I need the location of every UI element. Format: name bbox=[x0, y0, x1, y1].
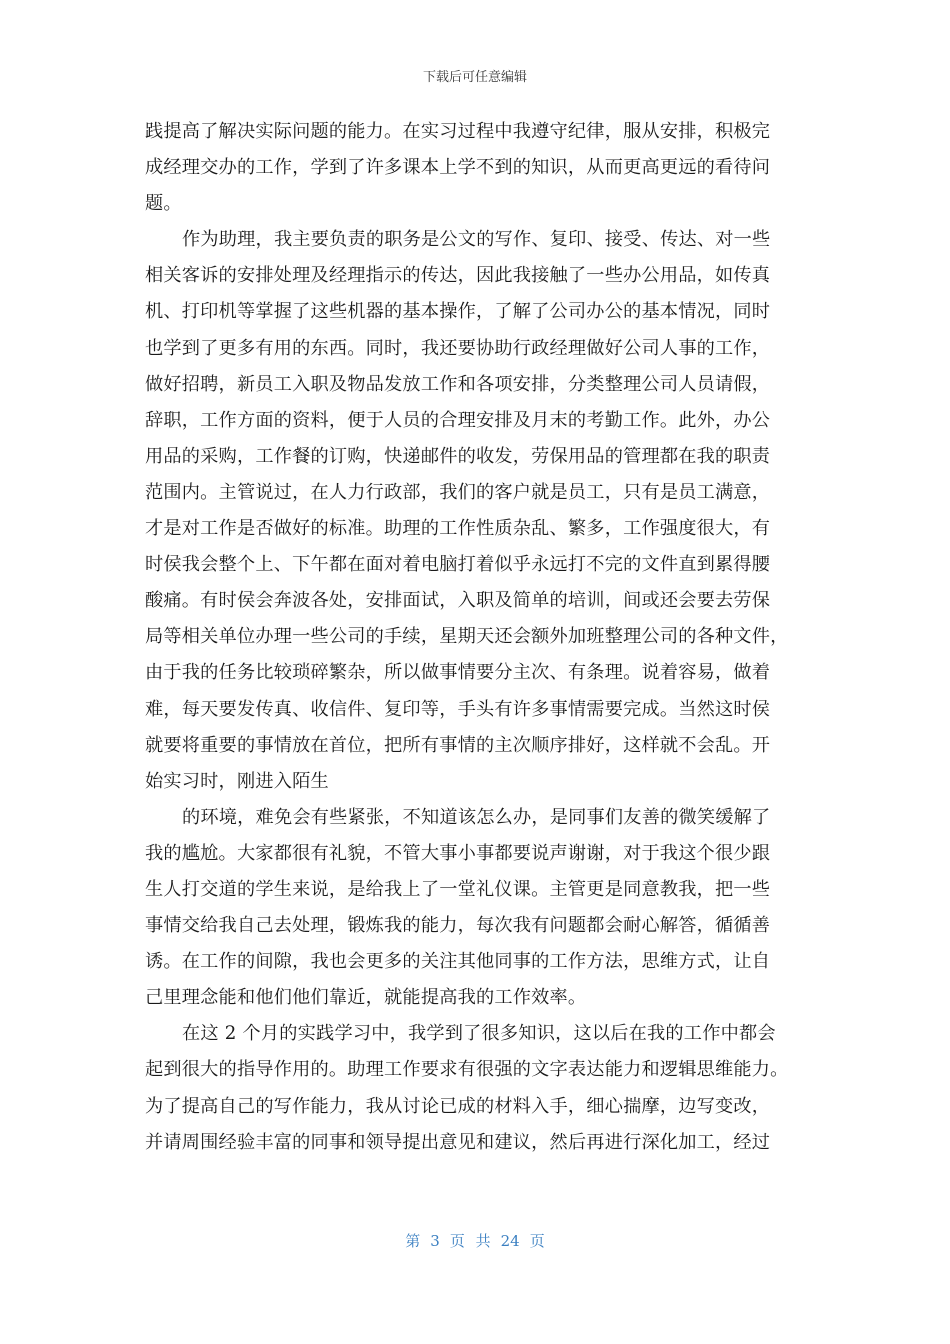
text-line: 辞职，工作方面的资料，便于人员的合理安排及月末的考勤工作。此外，办公 bbox=[145, 409, 771, 431]
paragraph-start-line: 的环境，难免会有些紧张，不知道该怎么办，是同事们友善的微笑缓解了 bbox=[182, 806, 771, 828]
page-number-middle: 页 共 bbox=[449, 1232, 491, 1250]
total-page-count: 24 bbox=[500, 1232, 520, 1250]
text-line: 并请周围经验丰富的同事和领导提出意见和建议，然后再进行深化加工，经过 bbox=[145, 1131, 771, 1153]
text-line: 为了提高自己的写作能力，我从讨论已成的材料入手，细心揣摩，边写变改， bbox=[145, 1095, 771, 1117]
text-line: 机、打印机等掌握了这些机器的基本操作，了解了公司办公的基本情况，同时 bbox=[145, 301, 771, 323]
text-line: 也学到了更多有用的东西。同时，我还要协助行政经理做好公司人事的工作， bbox=[145, 337, 771, 359]
text-line: 诱。在工作的间隙，我也会更多的关注其他同事的工作方法，思维方式，让自 bbox=[145, 951, 771, 973]
page-number-suffix: 页 bbox=[529, 1232, 545, 1250]
text-line: 题。 bbox=[145, 193, 182, 215]
text-line: 起到很大的指导作用的。助理工作要求有很强的文字表达能力和逻辑思维能力。 bbox=[145, 1059, 789, 1081]
text-line: 才是对工作是否做好的标准。助理的工作性质杂乱、繁多，工作强度很大，有 bbox=[145, 518, 771, 540]
text-line: 践提高了解决实际问题的能力。在实习过程中我遵守纪律，服从安排，积极完 bbox=[145, 121, 771, 142]
page-number-prefix: 第 bbox=[405, 1232, 421, 1250]
text-line: 时侯我会整个上、下午都在面对着电脑打着似乎永远打不完的文件直到累得腰 bbox=[145, 554, 771, 576]
text-line: 事情交给我自己去处理，锻炼我的能力，每次我有问题都会耐心解答，循循善 bbox=[145, 915, 771, 937]
text-line: 始实习时，刚进入陌生 bbox=[145, 770, 329, 792]
document-body bbox=[145, 114, 809, 1161]
text-line: 难，每天要发传真、收信件、复印等，手头有许多事情需要完成。当然这时侯 bbox=[145, 698, 771, 720]
current-page-number: 3 bbox=[430, 1232, 440, 1250]
paragraph-start-line: 在这 2 个月的实践学习中，我学到了很多知识，这以后在我的工作中都会 bbox=[182, 1023, 776, 1045]
text-line: 由于我的任务比较琐碎繁杂，所以做事情要分主次、有条理。说着容易，做着 bbox=[145, 662, 771, 684]
text-line: 就要将重要的事情放在首位，把所有事情的主次顺序排好，这样就不会乱。开 bbox=[145, 734, 771, 756]
text-line: 酸痛。有时侯会奔波各处，安排面试，入职及简单的培训，间或还会要去劳保 bbox=[145, 590, 771, 612]
text-line: 成经理交办的工作，学到了许多课本上学不到的知识，从而更高更远的看待问 bbox=[145, 157, 771, 179]
text-line: 生人打交道的学生来说，是给我上了一堂礼仪课。主管更是同意教我，把一些 bbox=[145, 878, 771, 900]
paragraph-start-line: 作为助理，我主要负责的职务是公文的写作、复印、接受、传达、对一些 bbox=[182, 229, 771, 251]
text-line: 己里理念能和他们他们靠近，就能提高我的工作效率。 bbox=[145, 987, 587, 1009]
text-line: 用品的采购，工作餐的订购，快递邮件的收发，劳保用品的管理都在我的职责 bbox=[145, 445, 771, 467]
text-line: 范围内。主管说过，在人力行政部，我们的客户就是员工，只有是员工满意， bbox=[145, 481, 771, 503]
page-footer bbox=[0, 1230, 950, 1251]
text-line: 做好招聘，新员工入职及物品发放工作和各项安排，分类整理公司人员请假， bbox=[145, 373, 771, 395]
text-line: 局等相关单位办理一些公司的手续，星期天还会额外加班整理公司的各种文件， bbox=[145, 626, 789, 648]
text-line: 我的尴尬。大家都很有礼貌，不管大事小事都要说声谢谢，对于我这个很少跟 bbox=[145, 842, 771, 864]
text-line: 相关客诉的安排处理及经理指示的传达，因此我接触了一些办公用品，如传真 bbox=[145, 265, 771, 287]
page-header: 下载后可任意编辑 bbox=[422, 70, 527, 85]
